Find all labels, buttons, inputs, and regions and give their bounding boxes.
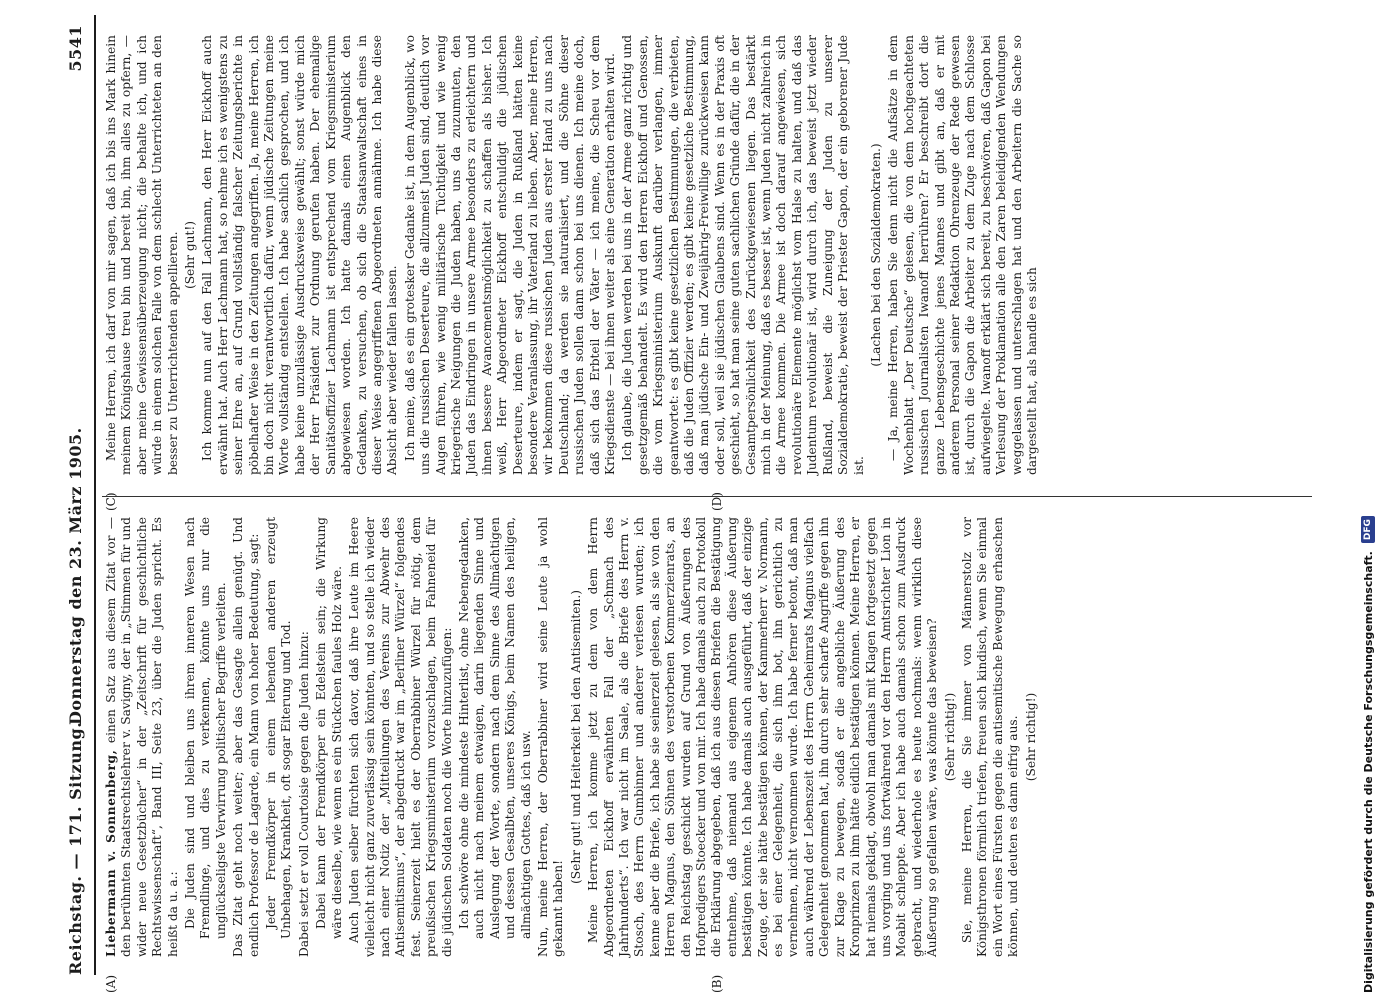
interjection (569, 517, 584, 957)
paragraph-text: (Sehr gut! und Heiterkeit bei den Antisemiten.) (568, 590, 583, 884)
header-session: Reichstag. — 171. Sitzung. (66, 721, 85, 975)
paragraph (586, 517, 940, 957)
rotated-page-content (60, 15, 1340, 993)
left-column (104, 517, 1041, 957)
paragraph (403, 35, 619, 475)
paragraph-text: Ich meine, daß es ein grotesker Gedanke ist, in dem Augenblick, wo uns die russischen Deserteure, die allzumeist Juden sind, deutlich vor Augen führen, wie wenig militärische Tüchtigkeit und wie wenig kriegerische Neigungen die Juden haben, uns da zuzumuten, den Juden das Eindringen in unsere Armee besonders zu erleichtern und ihnen bessere Avancementsmöglichkeit zu schaffen als bisher. Ich weiß, Herr Abgeordneter Eickhoff entschuldigt die jüdischen Deserteure, indem er sagt, die Juden in Rußland hätten keine besondere Veranlassung, ihr Vaterland zu lieben. Aber, meine Herren, wir bekommen diese russischen Juden aus erster Hand zu uns nach Deutschland; da werden sie naturalisiert, und die Söhne dieser russischen Juden sollen dann schon bei uns dienen. Ich meine doch, daß sich das Erbteil der Väter — ich meine, die Scheu vor dem Kriegsdienste — bei ihnen weiter als eine Generation erhalten wird. (402, 35, 617, 475)
page-header (60, 15, 94, 975)
paragraph-text: Jeder Fremdkörper in einem lebenden anderen erzeugt Unbehagen, Krankheit, oft sogar Eiterung und Tod. (264, 517, 294, 939)
digitization-note (1338, 8, 1375, 993)
paragraph (960, 517, 1022, 957)
paragraph (200, 35, 400, 475)
header-date: Donnerstag den 23. März 1905. (66, 427, 85, 725)
margin-mark-b: (B) (710, 974, 724, 993)
interjection (1024, 517, 1039, 957)
page-number: 5541 (66, 25, 85, 72)
header-rule (94, 15, 96, 975)
paragraph-text: Ich komme nun auf den Fall Lachmann, den Herr Eickhoff auch erwähnt hat. Auch Herr Lachmann hat, so nehme ich es wenigstens zu seiner Ehre an, auf Grund vollständig falscher Zeitungsberichte in pöbelhafter Weise in den Zeitungen angegriffen. Ja, meine Herren, ich bin doch nicht verantwortlich dafür, wenn jüdische Zeitungen meine Worte vollständig entstellen. Ich habe sachlich gesprochen, und ich habe keine unzulässige Ausdrucksweise gewählt; sonst würde mich der Herr Präsident zur Ordnung gerufen haben. Der ehemalige Sanitätsoffizier Lachmann ist entsprechend vom Kriegsministerium abgewiesen worden. Ich hatte damals einen Augenblick den Gedanken, zu versuchen, ob sich die Staatsanwaltschaft eines in dieser Weise angegriffenen Abgeordneten annähme. Ich habe diese Absicht aber wieder fallen lassen. (200, 35, 400, 475)
interjection (943, 517, 958, 957)
paragraph-text: Dabei kann der Fremdkörper ein Edelstein sein; die Wirkung wäre dieselbe, wie wenn es ein Stückchen faules Holz wäre. (314, 517, 344, 939)
paragraph-text: (Sehr richtig!) (942, 692, 957, 782)
interjection (869, 35, 884, 475)
margin-mark-a: (A) (104, 974, 118, 993)
paragraph-text: Nun, meine Herren, der Oberrabbiner wird seine Leute ja wohl gekannt haben! (535, 517, 566, 957)
paragraph-text: Sie, meine Herren, die Sie immer von Männerstolz vor Königsthronen förmlich triefen, freuen sich kindisch, wenn Sie einmal ein Wort eines Fürsten gegen die antisemitische Bewegung erhaschen können, und deuten es dann eifrig aus. (959, 517, 1021, 957)
block-quote (264, 517, 295, 957)
digitization-text: Digitalisierung gefördert durch die Deutsche Forschungsgemeinschaft. (1361, 551, 1375, 993)
paragraph-text: Das Zitat geht noch weiter; aber das Gesagte allein genügt. Und endlich Professor de Lagarde, ein Mann von hoher Bedeutung, sagt: (231, 517, 261, 957)
interjection (183, 35, 198, 475)
paragraph (231, 517, 262, 957)
paragraph-text: Die Juden sind und bleiben uns ihrem inneren Wesen nach Fremdlinge, und dies zu verkennen, könnte uns nur die unglückseligste Verwirrung politischer Begriffe verleiten. (183, 517, 228, 939)
block-quote (457, 517, 534, 957)
paragraph-text: (Sehr richtig!) (1023, 692, 1038, 782)
paragraph-text: Ich glaube, die Juden werden bei uns in der Armee ganz richtig und gesetzgemäß behandelt. Es wird den Herren Eickhoff und Genossen, die vom Kriegsministerium Auskunft darüber verlangen, immer geantwortet: es gibt keine gesetzlichen Bestimmungen, die verbieten, daß die Juden Offizier werden; es gibt keine gesetzliche Bestimmung, daß man jüdische Ein- und Zweijährig-Freiwillige zurückweisen kann oder soll, weil sie jüdischen Glaubens sind. Wenn es in der Praxis oft geschieht, so hat man seine guten sachlichen Gründe dafür, die in der Gesamtpersönlichkeit des Zurückgewiesenen liegen. Das bestärkt mich in der Meinung, daß es besser ist, wenn Juden nicht zahlreich in die Armee kommen. Die Armee ist doch darauf angewiesen, sich revolutionäre Elemente möglichst vom Halse zu halten, und daß das Judentum revolutionär ist, wird durch ich, das beweist jetzt wieder Rußland, beweist die Zuneigung der Juden zu unserer Sozialdemokratie, beweist der Priester Gapon, der ein geborener Jude ist. (620, 35, 866, 475)
paragraph (620, 35, 867, 475)
paragraph-text: einen Satz aus diesem Zitat vor — den berühmten Staatsrechtslehrer v. Savigny, der in „Stimmen für und wider neue Gesetzbücher“ in der „Zeitschrift für geschichtliche Rechtswissenschaft“, Band III, Seite 23, über die Juden spricht. Es heißt da u. a.: (104, 516, 180, 957)
paragraph-text: Auch Juden selber fürchten sich davor, daß ihre Leute im Heere vielleicht nicht ganz zuverlässig sein könnten, und so stelle ich wieder nach einer Notiz der „Mitteilungen des Vereins zur Abwehr des Antisemitismus“, der abgedruckt war im „Berliner Würzel“ folgendes fest. Seinerzeit hielt es der Oberrabbiner Würzel für nötig, dem preußischen Kriegsministerium vorzuschlagen, beim Fahneneid für die jüdischen Soldaten noch die Worte hinzuzufügen: (347, 517, 454, 957)
paragraph-text: (Sehr gut!) (183, 220, 198, 290)
paragraph (886, 35, 1040, 475)
margin-mark-d: (D) (710, 492, 724, 511)
paragraph-text: — Ja, meine Herren, haben Sie denn nicht die Aufsätze in dem Wochenblatt „Der Deutsche“ gelesen, die von dem hochgeachteten russischen Journalisten Iwanoff herrühren? Er beschreibt dort die ganze Lebensgeschichte jenes Mannes und gibt an, daß er mit anderem Personal seiner Redaktion Ohrenzeuge der Rede gewesen ist, durch die Gapon die Arbeiter zu dem Zuge nach dem Schlosse aufwiegelte. Iwanoff erklärt sich bereit, zu beschwören, daß Gapon bei Verlesung der Proklamation alle den Zaren beleidigenden Wendungen weggelassen und unterschlagen hat und den Arbeitern die Sache so dargestellt hat, als handle es sich (886, 34, 1039, 475)
paragraph-text: (Lachen bei den Sozialdemokraten.) (868, 143, 883, 367)
paragraph (347, 517, 455, 957)
paragraph (297, 517, 312, 957)
dfg-logo: DFG (1361, 516, 1375, 543)
paragraph (104, 517, 181, 957)
paragraph-text: Dabei setzt er voll Courtoisie gegen die Juden hinzu: (296, 631, 311, 957)
margin-mark-c: (C) (104, 492, 118, 511)
right-column (104, 35, 1042, 475)
paragraph (104, 35, 181, 475)
paragraph-text: Ich schwöre ohne die mindeste Hinterlist, ohne Nebengedanken, auch nicht nach meinem etwaigen, darin liegenden Sinne und Auslegung der Worte, sondern nach dem Sinne des Allmächtigen und dessen Gesalbten, unseres Königs, beim Namen des heiligen, allmächtigen Gottes, daß ich usw. (456, 517, 533, 939)
paragraph-text: Meine Herren, ich darf von mir sagen, daß ich bis ins Mark hinein meinem Königshause treu bin und bereit bin, ihm alles zu opfern, — aber meine Gewissensüberzeugung nicht; die behalte ich, und ich würde in einem solchen Falle von dem schlecht Unterrichteten an den besser zu Unterrichtenden appellieren. (104, 35, 180, 475)
digitization-note-text (1358, 8, 1378, 993)
speaker-name: Liebermann v. Sonnenberg, (104, 749, 118, 957)
paragraph-text: Meine Herren, ich komme jetzt zu dem von dem Herrn Abgeordneten Eickhoff erwähnten Fall der „Schmach des Jahrhunderts“. Ich war nicht im Saale, als die Briefe des Herrn v. Stosch, des Herrn Gumbinner und anderer verlesen wurden; ich kenne aber die Briefe, ich habe sie seinerzeit gelesen, als sie von den Herren Magnus, den Söhnen des verstorbenen Kommerzienrats, an den Reichstag geschickt wurden auf Grund von Äußerungen des Hofpredigers Stoecker und von mir. Ich habe damals auch zu Protokoll die Erklärung abgegeben, daß ich aus diesen Briefen die Bestätigung entnehme, daß niemand aus eigenem Anhören diese Äußerung bestätigen könnte. Ich habe damals auch ausgeführt, daß der einzige Zeuge, der sie hätte bestätigen können, der Kammerherr v. Normann, es bei einer Gelegenheit, die sich ihm bot, ihn gerichtlich zu vernehmen, nicht vernommen wurde. Ich habe ferner betont, daß man auch während der Lebenszeit des Herrn Geheimrats Magnus vielfach Gelegenheit genommen hat, ihn durch sehr scharfe Angriffe gegen ihn zur Klage zu bewegen, sodaß er die angebliche Äußerung des Kronprinzen zu ihm hätte eidlich bestätigen können. Meine Herren, er hat niemals geklagt, obwohl man damals mit Klagen fortgesetzt gegen uns vorging und uns fortwährend vor den Herrn Amtsrichter Lion in Moabit schleppte. Aber ich habe auch damals schon zum Ausdruck gebracht, und wiederhole es heute nochmals: wenn wirklich diese Äußerung so gefallen wäre, was könnte das beweisen? (586, 517, 940, 957)
block-quote (314, 517, 345, 957)
block-quote (183, 517, 229, 957)
paragraph (536, 517, 567, 957)
column-divider (102, 496, 1312, 497)
